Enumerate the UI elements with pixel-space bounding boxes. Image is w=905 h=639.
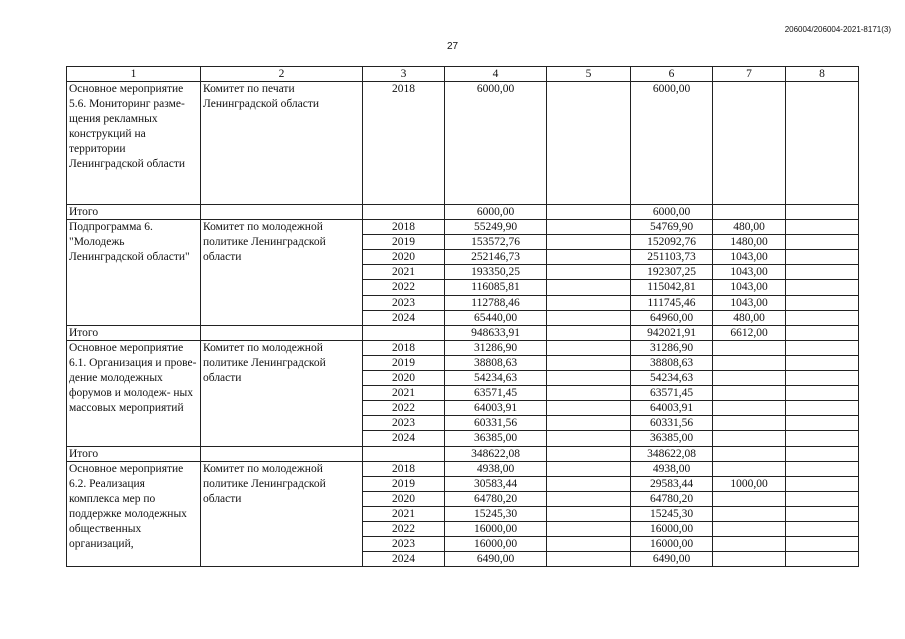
amount-regional-cell: 60331,56 [631,416,713,431]
amount-col8-cell [786,537,859,552]
amount-col7-cell [713,461,786,476]
empty-cell [363,205,445,220]
year-cell: 2020 [363,371,445,386]
year-cell: 2024 [363,310,445,325]
amount-regional-cell: 6000,00 [631,82,713,205]
total-label: Итого [67,325,201,340]
amount-col8-cell [786,355,859,370]
amount-col8-cell [786,295,859,310]
measure-name: Подпрограмма 6. "Молодежь Ленинградской области" [67,220,201,326]
amount-col7-cell: 1043,00 [713,250,786,265]
amount-total-cell: 193350,25 [445,265,547,280]
amount-regional-cell: 54234,63 [631,371,713,386]
amount-total-cell: 36385,00 [445,431,547,446]
amount-total-cell: 64780,20 [445,491,547,506]
amount-col8-cell [786,82,859,205]
total-amount-cell: 6000,00 [445,205,547,220]
amount-col8-cell [786,401,859,416]
executor-name: Комитет по молодежной политике Ленинградской области [201,461,363,567]
amount-total-cell: 252146,73 [445,250,547,265]
amount-col5-cell [547,265,631,280]
amount-col5-cell [547,220,631,235]
amount-col5-cell [547,476,631,491]
year-cell: 2024 [363,431,445,446]
amount-col7-cell [713,506,786,521]
executor-name: Комитет по молодежной политике Ленинградской области [201,340,363,446]
year-cell: 2021 [363,265,445,280]
total-row [67,446,859,461]
amount-regional-cell: 152092,76 [631,235,713,250]
amount-total-cell: 63571,45 [445,386,547,401]
amount-col8-cell [786,416,859,431]
amount-col5-cell [547,552,631,567]
amount-col7-cell [713,537,786,552]
empty-cell [363,325,445,340]
amount-col7-cell [713,491,786,506]
total-col8-cell [786,325,859,340]
amount-col7-cell [713,355,786,370]
amount-col8-cell [786,250,859,265]
amount-col7-cell: 1043,00 [713,280,786,295]
amount-total-cell: 31286,90 [445,340,547,355]
amount-col5-cell [547,310,631,325]
total-col5-cell [547,325,631,340]
amount-col5-cell [547,537,631,552]
amount-col8-cell [786,552,859,567]
amount-col8-cell [786,371,859,386]
header-cell: 4 [445,67,547,82]
amount-col7-cell [713,371,786,386]
year-cell: 2022 [363,401,445,416]
amount-col8-cell [786,431,859,446]
header-cell: 7 [713,67,786,82]
amount-total-cell: 60331,56 [445,416,547,431]
amount-col5-cell [547,82,631,205]
year-cell: 2018 [363,82,445,205]
total-row [67,205,859,220]
amount-total-cell: 38808,63 [445,355,547,370]
amount-total-cell: 116085,81 [445,280,547,295]
amount-regional-cell: 16000,00 [631,537,713,552]
amount-col7-cell: 1043,00 [713,295,786,310]
amount-col5-cell [547,521,631,536]
amount-col8-cell [786,280,859,295]
amount-regional-cell: 36385,00 [631,431,713,446]
amount-col7-cell [713,521,786,536]
year-cell: 2019 [363,355,445,370]
amount-col7-cell: 1043,00 [713,265,786,280]
year-cell: 2022 [363,521,445,536]
amount-col7-cell: 1000,00 [713,476,786,491]
header-cell: 2 [201,67,363,82]
amount-regional-cell: 64780,20 [631,491,713,506]
year-cell: 2023 [363,295,445,310]
amount-col5-cell [547,386,631,401]
amount-regional-cell: 192307,25 [631,265,713,280]
amount-col7-cell [713,401,786,416]
table-row [67,340,859,355]
amount-regional-cell: 111745,46 [631,295,713,310]
amount-regional-cell: 16000,00 [631,521,713,536]
year-cell: 2021 [363,506,445,521]
year-cell: 2023 [363,416,445,431]
amount-col8-cell [786,265,859,280]
amount-col5-cell [547,340,631,355]
empty-cell [201,205,363,220]
year-cell: 2018 [363,340,445,355]
amount-col7-cell: 1480,00 [713,235,786,250]
year-cell: 2021 [363,386,445,401]
amount-regional-cell: 64003,91 [631,401,713,416]
amount-col7-cell [713,386,786,401]
executor-name: Комитет по печати Ленинградской области [201,82,363,205]
document-number: 206004/206004-2021-8171(3) [784,25,891,34]
amount-col7-cell [713,82,786,205]
header-cell: 8 [786,67,859,82]
amount-col5-cell [547,401,631,416]
funding-table [66,66,859,567]
amount-col8-cell [786,476,859,491]
total-regional-cell: 942021,91 [631,325,713,340]
total-col5-cell [547,446,631,461]
year-cell: 2022 [363,280,445,295]
total-col7-cell: 6612,00 [713,325,786,340]
amount-total-cell: 65440,00 [445,310,547,325]
amount-col8-cell [786,491,859,506]
amount-total-cell: 153572,76 [445,235,547,250]
amount-col7-cell [713,431,786,446]
amount-col7-cell: 480,00 [713,310,786,325]
amount-col7-cell [713,340,786,355]
empty-cell [201,325,363,340]
amount-col5-cell [547,371,631,386]
total-col8-cell [786,205,859,220]
table-row [67,461,859,476]
total-col5-cell [547,205,631,220]
amount-col5-cell [547,280,631,295]
total-amount-cell: 348622,08 [445,446,547,461]
header-cell: 3 [363,67,445,82]
empty-cell [201,446,363,461]
measure-name: Основное мероприятие 6.2. Реализация комплекса мер по поддержке молодежных общественных организаций, [67,461,201,567]
total-label: Итого [67,205,201,220]
amount-regional-cell: 6490,00 [631,552,713,567]
amount-total-cell: 30583,44 [445,476,547,491]
amount-col8-cell [786,506,859,521]
amount-col5-cell [547,250,631,265]
table-row [67,220,859,235]
year-cell: 2019 [363,235,445,250]
amount-col7-cell [713,552,786,567]
amount-col8-cell [786,386,859,401]
amount-col8-cell [786,340,859,355]
amount-col5-cell [547,431,631,446]
total-col7-cell [713,446,786,461]
total-col8-cell [786,446,859,461]
header-row [67,67,859,82]
year-cell: 2018 [363,461,445,476]
amount-total-cell: 64003,91 [445,401,547,416]
amount-col5-cell [547,416,631,431]
amount-col7-cell [713,416,786,431]
executor-name: Комитет по молодежной политике Ленинградской области [201,220,363,326]
total-regional-cell: 6000,00 [631,205,713,220]
amount-regional-cell: 54769,90 [631,220,713,235]
year-cell: 2020 [363,250,445,265]
amount-col8-cell [786,310,859,325]
amount-regional-cell: 15245,30 [631,506,713,521]
year-cell: 2024 [363,552,445,567]
amount-total-cell: 55249,90 [445,220,547,235]
year-cell: 2018 [363,220,445,235]
year-cell: 2019 [363,476,445,491]
total-row [67,325,859,340]
amount-col8-cell [786,461,859,476]
year-cell: 2020 [363,491,445,506]
header-cell: 1 [67,67,201,82]
amount-total-cell: 6000,00 [445,82,547,205]
year-cell: 2023 [363,537,445,552]
amount-regional-cell: 29583,44 [631,476,713,491]
amount-col5-cell [547,506,631,521]
amount-col5-cell [547,461,631,476]
measure-name: Основное мероприятие 6.1. Организация и прове- дение молодежных форумов и молодеж- ных массовых мероприятий [67,340,201,446]
amount-total-cell: 15245,30 [445,506,547,521]
amount-col5-cell [547,235,631,250]
amount-total-cell: 4938,00 [445,461,547,476]
page-number: 27 [446,41,459,52]
amount-total-cell: 6490,00 [445,552,547,567]
amount-col8-cell [786,220,859,235]
total-col7-cell [713,205,786,220]
total-regional-cell: 348622,08 [631,446,713,461]
amount-col8-cell [786,235,859,250]
amount-regional-cell: 64960,00 [631,310,713,325]
amount-regional-cell: 38808,63 [631,355,713,370]
amount-col8-cell [786,521,859,536]
empty-cell [363,446,445,461]
amount-total-cell: 54234,63 [445,371,547,386]
amount-col5-cell [547,491,631,506]
amount-col7-cell: 480,00 [713,220,786,235]
amount-total-cell: 16000,00 [445,521,547,536]
amount-regional-cell: 31286,90 [631,340,713,355]
amount-regional-cell: 63571,45 [631,386,713,401]
header-cell: 5 [547,67,631,82]
total-label: Итого [67,446,201,461]
header-cell: 6 [631,67,713,82]
amount-regional-cell: 115042,81 [631,280,713,295]
amount-col5-cell [547,355,631,370]
table-row [67,82,859,205]
amount-col5-cell [547,295,631,310]
amount-regional-cell: 251103,73 [631,250,713,265]
measure-name: Основное мероприятие 5.6. Мониторинг разме- щения рекламных конструкций на территории Ленинградской области [67,82,201,205]
total-amount-cell: 948633,91 [445,325,547,340]
amount-total-cell: 112788,46 [445,295,547,310]
amount-regional-cell: 4938,00 [631,461,713,476]
amount-total-cell: 16000,00 [445,537,547,552]
